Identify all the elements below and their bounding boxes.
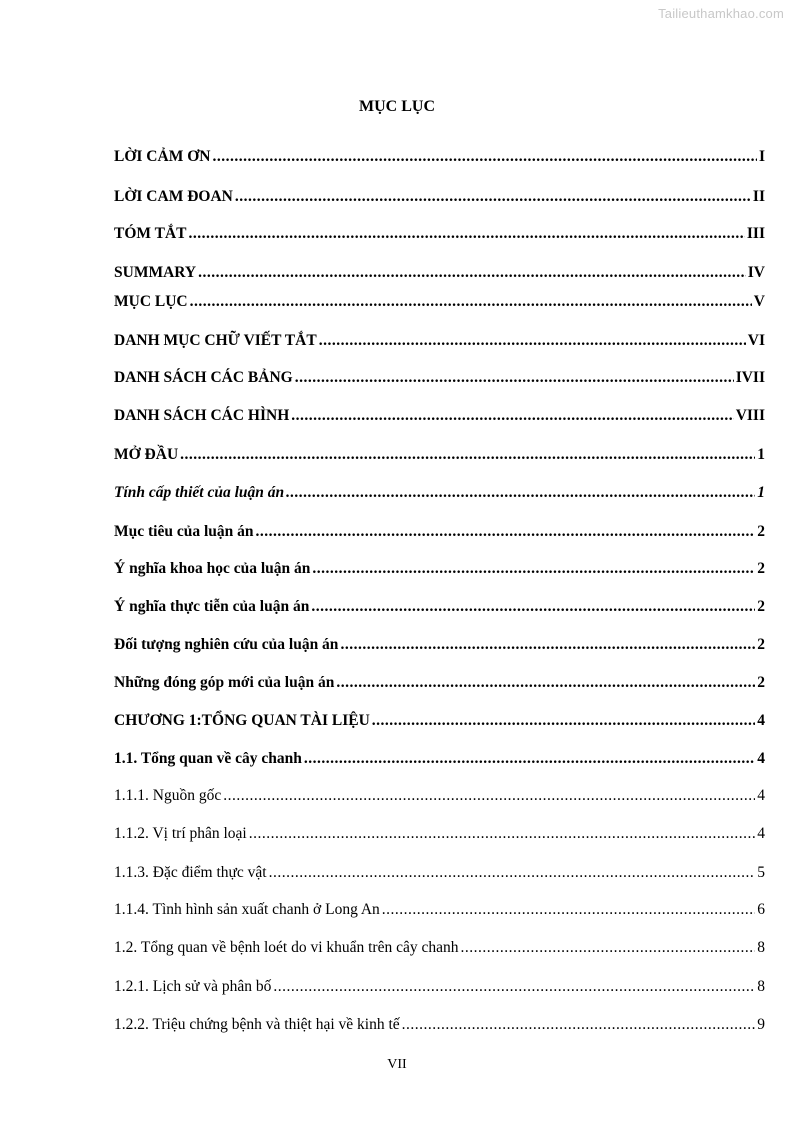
- dot-leader: [180, 445, 755, 465]
- dot-leader: [291, 406, 733, 426]
- dot-leader: [312, 559, 755, 579]
- toc-entry-label: DANH SÁCH CÁC BẢNG: [114, 369, 293, 386]
- toc-entry-page: 8: [757, 939, 765, 956]
- dot-leader: [273, 977, 755, 997]
- dot-leader: [311, 597, 755, 617]
- toc-entry-label: MỞ ĐẦU: [114, 446, 179, 463]
- toc-entry-label: Những đóng góp mới của luận án: [114, 674, 335, 691]
- toc-entry-page: II: [752, 188, 765, 205]
- dot-leader: [461, 938, 756, 958]
- dot-leader: [340, 635, 755, 655]
- toc-entry[interactable]: [114, 406, 765, 426]
- toc-entry-label: Ý nghĩa khoa học của luận án: [114, 560, 311, 577]
- toc-entry-label: 1.1.1. Nguồn gốc: [114, 787, 222, 804]
- toc-entry-page: 4: [757, 712, 765, 729]
- toc-entry[interactable]: [114, 224, 765, 244]
- toc-entry[interactable]: [114, 597, 765, 617]
- toc-entry[interactable]: [114, 635, 765, 655]
- dot-leader: [212, 147, 757, 167]
- dot-leader: [223, 786, 755, 806]
- toc-entry-page: 2: [757, 636, 765, 653]
- toc-entry-page: 4: [757, 787, 765, 804]
- toc-entry-label: DANH SÁCH CÁC HÌNH: [114, 407, 290, 424]
- toc-entry[interactable]: [114, 977, 765, 997]
- toc-entry[interactable]: [114, 187, 765, 207]
- dot-leader: [286, 483, 755, 503]
- toc-entry-page: V: [753, 293, 765, 310]
- toc-entry-label: 1.1.2. Vị trí phân loại: [114, 825, 247, 842]
- toc-entry-page: 1: [757, 484, 765, 501]
- dot-leader: [336, 673, 755, 693]
- dot-leader: [198, 263, 746, 283]
- toc-entry[interactable]: [114, 863, 765, 883]
- toc-entry-label: 1.1.4. Tình hình sản xuất chanh ở Long An: [114, 901, 380, 918]
- toc-entry-label: MỤC LỤC: [114, 293, 188, 310]
- toc-entry[interactable]: [114, 368, 765, 388]
- dot-leader: [235, 187, 751, 207]
- dot-leader: [372, 711, 755, 731]
- toc-entry[interactable]: [114, 522, 765, 542]
- toc-entry-label: Tính cấp thiết của luận án: [114, 484, 285, 501]
- toc-entry-page: 4: [757, 825, 765, 842]
- toc-entry-page: III: [746, 225, 765, 242]
- toc-entry-page: 5: [757, 864, 765, 881]
- toc-entry-label: Mục tiêu của luận án: [114, 523, 254, 540]
- toc-entry-page: 2: [757, 598, 765, 615]
- toc-entry[interactable]: [114, 824, 765, 844]
- toc-entry-label: 1.2. Tổng quan về bệnh loét do vi khuẩn trên cây chanh: [114, 939, 459, 956]
- toc-entry-page: 4: [757, 750, 765, 767]
- toc-entry-page: 1: [757, 446, 765, 463]
- dot-leader: [249, 824, 756, 844]
- page-title: MỤC LỤC: [359, 98, 435, 115]
- toc-entry[interactable]: [114, 483, 765, 503]
- toc-entry[interactable]: [114, 786, 765, 806]
- page-number-footer: VII: [387, 1057, 407, 1072]
- toc-entry-label: 1.1. Tổng quan về cây chanh: [114, 750, 302, 767]
- toc-entry-page: IVII: [735, 369, 765, 386]
- toc-entry[interactable]: [114, 938, 765, 958]
- toc-entry-page: VI: [747, 332, 765, 349]
- dot-leader: [382, 900, 755, 920]
- dot-leader: [304, 749, 755, 769]
- toc-entry-label: TÓM TẮT: [114, 225, 187, 242]
- toc-entry[interactable]: [114, 711, 765, 731]
- toc-entry[interactable]: [114, 1015, 765, 1035]
- toc-entry-label: Đối tượng nghiên cứu của luận án: [114, 636, 339, 653]
- toc-entry[interactable]: [114, 445, 765, 465]
- toc-entry[interactable]: [114, 147, 765, 167]
- toc-entry-page: 8: [757, 978, 765, 995]
- toc-entry-label: SUMMARY: [114, 264, 197, 281]
- toc-entry-label: 1.1.3. Đặc điểm thực vật: [114, 864, 267, 881]
- toc-entry[interactable]: [114, 263, 765, 283]
- toc-entry[interactable]: [114, 900, 765, 920]
- toc-entry-page: IV: [747, 264, 765, 281]
- toc-entry-page: I: [758, 148, 765, 165]
- toc-entry-page: 2: [757, 674, 765, 691]
- dot-leader: [189, 224, 745, 244]
- toc-entry[interactable]: [114, 749, 765, 769]
- toc-entry[interactable]: [114, 673, 765, 693]
- toc-entry-page: 6: [757, 901, 765, 918]
- toc-entry-label: CHƯƠNG 1:TỔNG QUAN TÀI LIỆU: [114, 712, 370, 729]
- dot-leader: [402, 1015, 756, 1035]
- dot-leader: [190, 292, 752, 312]
- toc-entry-label: DANH MỤC CHỮ VIẾT TẮT: [114, 332, 317, 349]
- toc-entry-label: 1.2.2. Triệu chứng bệnh và thiệt hại về kinh tế: [114, 1016, 400, 1033]
- dot-leader: [319, 331, 746, 351]
- toc-entry-page: 2: [757, 560, 765, 577]
- toc-entry-page: VIII: [735, 407, 765, 424]
- toc-entry-label: LỜI CẢM ƠN: [114, 148, 211, 165]
- toc-entry[interactable]: [114, 292, 765, 312]
- dot-leader: [269, 863, 756, 883]
- toc-entry-page: 9: [757, 1016, 765, 1033]
- dot-leader: [295, 368, 734, 388]
- toc-entry-page: 2: [757, 523, 765, 540]
- dot-leader: [256, 522, 756, 542]
- toc-entry-label: Ý nghĩa thực tiễn của luận án: [114, 598, 310, 615]
- watermark: Tailieuthamkhao.com: [658, 6, 784, 21]
- toc-entry[interactable]: [114, 331, 765, 351]
- toc-entry-label: LỜI CAM ĐOAN: [114, 188, 233, 205]
- toc-entry[interactable]: [114, 559, 765, 579]
- toc-entry-label: 1.2.1. Lịch sử và phân bố: [114, 978, 272, 995]
